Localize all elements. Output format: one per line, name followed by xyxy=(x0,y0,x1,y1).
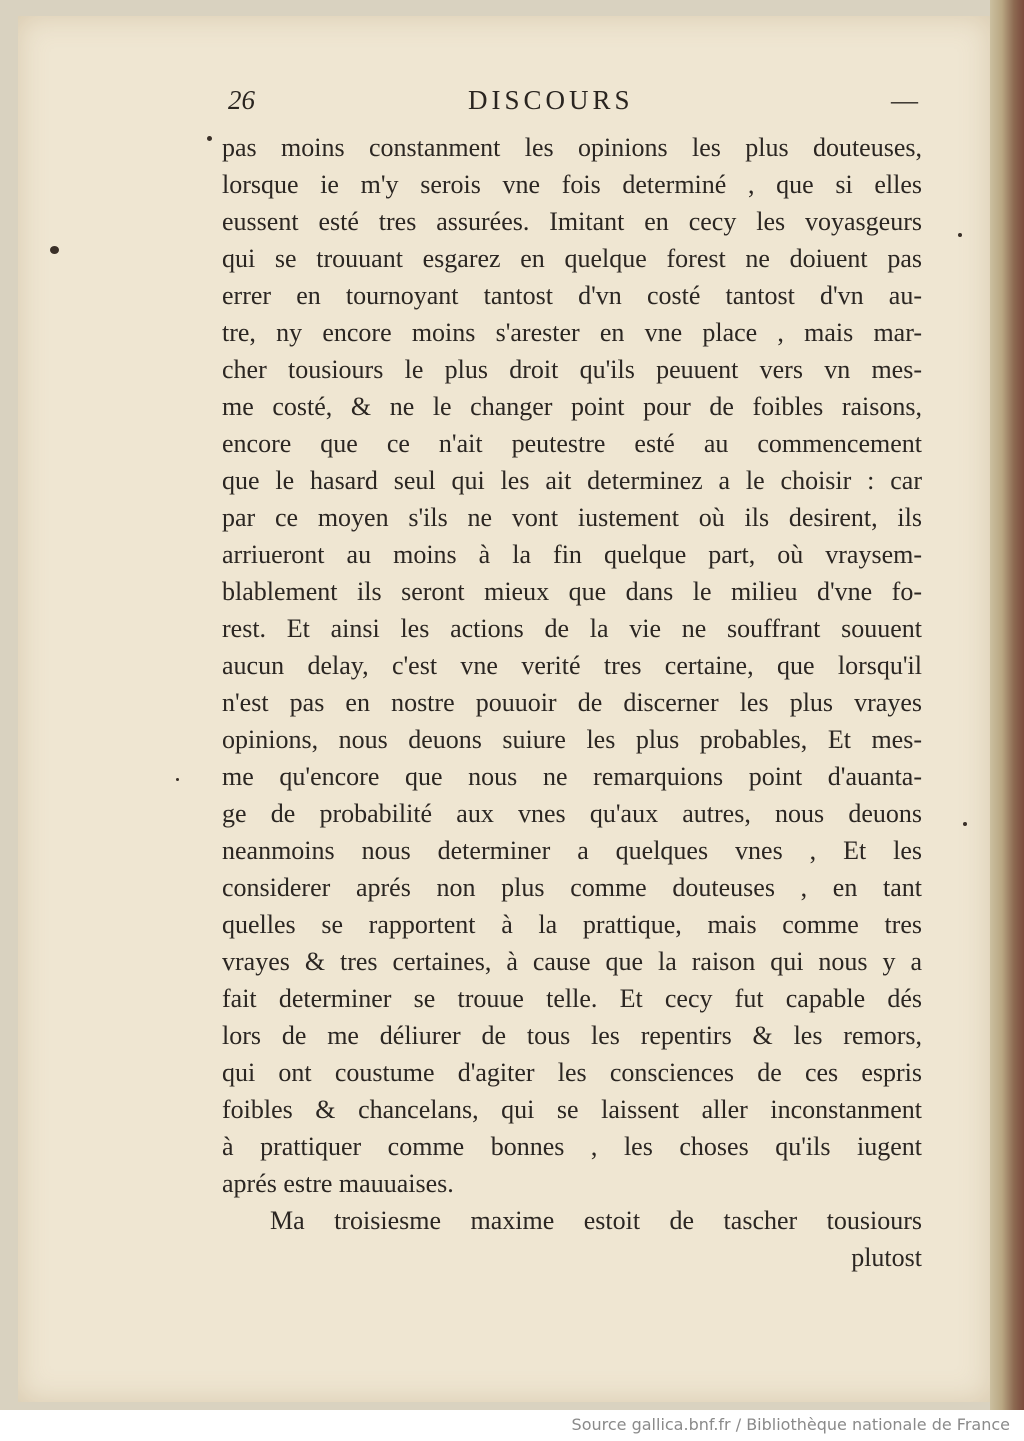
text-line: aucun delay, c'est vne verité tres certaine, que lorsqu'il xyxy=(222,651,922,680)
page-number: 26 xyxy=(228,85,255,115)
text-line: considerer aprés non plus comme douteuses , en tant xyxy=(222,873,922,902)
text-line: n'est pas en nostre pouuoir de discerner les plus vrayes xyxy=(222,688,922,717)
book-edge xyxy=(990,0,1024,1410)
text-line: tre, ny encore moins s'arester en vne place , mais mar- xyxy=(222,318,922,347)
text-line: aprés estre mauuaises. xyxy=(222,1169,454,1198)
running-title: DISCOURS xyxy=(468,85,634,115)
text-line: quelles se rapportent à la prattique, mais comme tres xyxy=(222,910,922,939)
text-line: fait determiner se trouue telle. Et cecy fut capable dés xyxy=(222,984,922,1013)
ink-speck xyxy=(963,822,967,826)
text-line: blablement ils seront mieux que dans le milieu d'vne fo- xyxy=(222,577,922,606)
text-line: ge de probabilité aux vnes qu'aux autres, nous deuons xyxy=(222,799,922,828)
text-line: lorsque ie m'y serois vne fois determiné , que si elles xyxy=(222,170,922,199)
text-line: encore que ce n'ait peutestre esté au commencement xyxy=(222,429,922,458)
text-line: rest. Et ainsi les actions de la vie ne souffrant souuent xyxy=(222,614,922,643)
ink-speck xyxy=(207,136,212,141)
text-line: me costé, & ne le changer point pour de foibles raisons, xyxy=(222,392,922,421)
text-line: me qu'encore que nous ne remarquions point d'auanta- xyxy=(222,762,922,791)
ink-speck xyxy=(50,246,59,254)
paragraph-start-line: Ma troisiesme maxime estoit de tascher tousiours xyxy=(270,1206,922,1235)
ink-speck xyxy=(176,778,179,781)
text-line: qui se trouuant esgarez en quelque forest ne doiuent pas xyxy=(222,244,922,273)
text-line: eussent esté tres assurées. Imitant en cecy les voyasgeurs xyxy=(222,207,922,236)
text-line: cher tousiours le plus droit qu'ils peuuent vers vn mes- xyxy=(222,355,922,384)
body-text xyxy=(222,129,922,1276)
text-line: par ce moyen s'ils ne vont iustement où ils desirent, ils xyxy=(222,503,922,532)
page-header xyxy=(228,85,918,121)
text-line: neanmoins nous determiner a quelques vnes , Et les xyxy=(222,836,922,865)
ink-speck xyxy=(958,233,962,237)
text-line: que le hasard seul qui les ait determinez a le choisir : car xyxy=(222,466,922,495)
text-line: opinions, nous deuons suiure les plus probables, Et mes- xyxy=(222,725,922,754)
text-line: qui ont coustume d'agiter les consciences de ces espris xyxy=(222,1058,922,1087)
catchword: plutost xyxy=(851,1243,922,1272)
text-line: pas moins constanment les opinions les plus douteuses, xyxy=(222,133,922,162)
text-line: arriueront au moins à la fin quelque part, où vraysem- xyxy=(222,540,922,569)
header-dash: — xyxy=(891,85,918,115)
text-line: vrayes & tres certaines, à cause que la raison qui nous y a xyxy=(222,947,922,976)
text-line: lors de me déliurer de tous les repentirs & les remors, xyxy=(222,1021,922,1050)
text-line: à prattiquer comme bonnes , les choses qu'ils iugent xyxy=(222,1132,922,1161)
text-line: errer en tournoyant tantost d'vn costé tantost d'vn au- xyxy=(222,281,922,310)
text-line: foibles & chancelans, qui se laissent aller inconstanment xyxy=(222,1095,922,1124)
footer-bar xyxy=(0,1410,1024,1441)
source-credit: Source gallica.bnf.fr / Bibliothèque nationale de France xyxy=(571,1415,1010,1434)
